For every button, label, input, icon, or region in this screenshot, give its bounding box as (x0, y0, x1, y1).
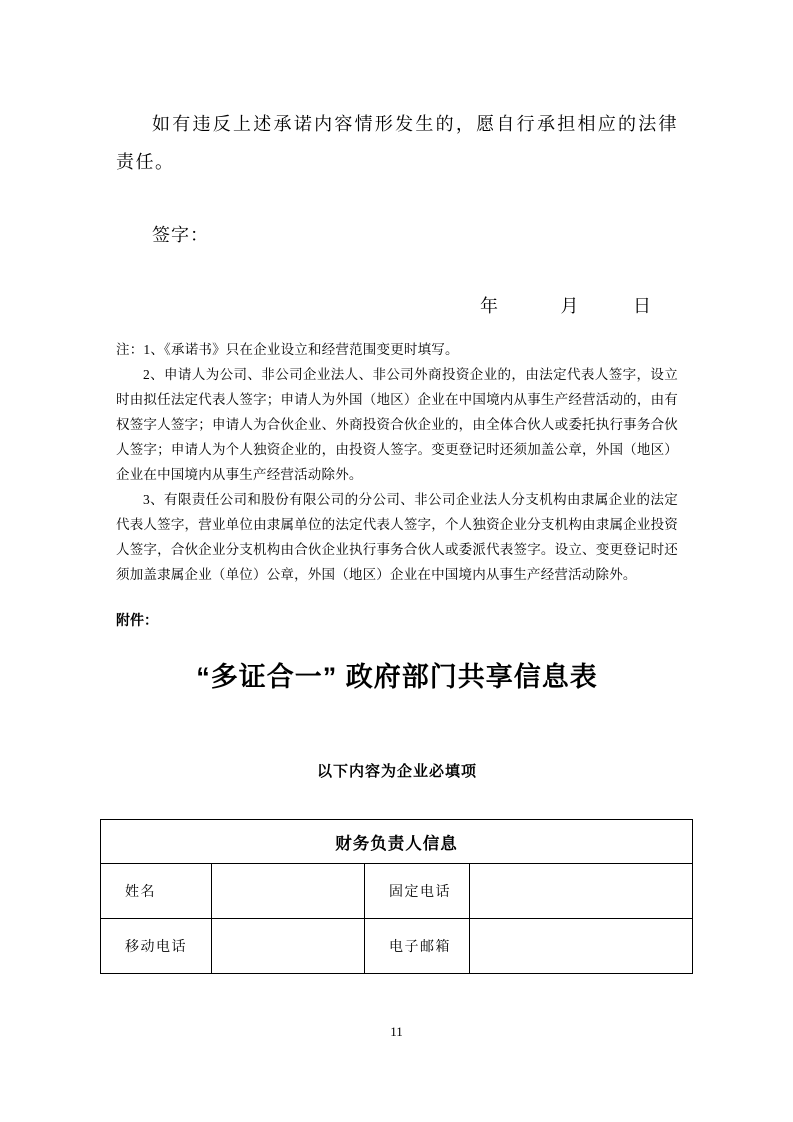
email-value-cell (470, 919, 693, 974)
liability-paragraph: 如有违反上述承诺内容情形发生的，愿自行承担相应的法律责任。 (116, 114, 678, 172)
note-3: 3、有限责任公司和股份有限公司的分公司、非公司企业法人分支机构由隶属企业的法定代表人签字，营业单位由隶属单位的法定代表人签字，个人独资企业分支机构由隶属企业投资人签字，合伙企业分支机构由合伙企业执行事务合伙人或委派代表签字。设立、变更登记时还须加盖隶属企业（单位）公章，外国（地区）企业在中国境内从事生产经营活动除外。 (116, 492, 678, 582)
date-month-label: 月 (560, 296, 579, 317)
name-value-cell (212, 864, 365, 919)
mobile-phone-label-cell: 移动电话 (101, 919, 212, 974)
page-content (116, 0, 678, 974)
email-label-cell: 电子邮箱 (365, 919, 470, 974)
note-2: 2、申请人为公司、非公司企业法人、非公司外商投资企业的，由法定代表人签字，设立时由拟任法定代表人签字；申请人为外国（地区）企业在中国境内从事生产经营活动的，由有权签字人签字；申请人为合伙企业、外商投资合伙企业的，由全体合伙人或委托执行事务合伙人签字；申请人为个人独资企业的，由投资人签字。变更登记时还须加盖公章，外国（地区）企业在中国境内从事生产经营活动除外。 (116, 367, 678, 483)
mobile-phone-value-cell (212, 919, 365, 974)
attachment-title: “多证合一” 政府部门共享信息表 (196, 661, 598, 692)
finance-contact-table (100, 819, 693, 974)
attachment-label: 附件： (116, 611, 158, 628)
fixed-phone-value-cell (470, 864, 693, 919)
date-day-label: 日 (633, 296, 651, 317)
table-row (101, 864, 693, 919)
signature-label: 签字： (152, 224, 209, 245)
note-1: 注：1、《承诺书》只在企业设立和经营范围变更时填写。 (116, 342, 459, 358)
notes-section (116, 338, 678, 588)
page-number: 11 (390, 1024, 403, 1039)
table-title: 财务负责人信息 (101, 820, 693, 864)
required-note: 以下内容为企业必填项 (316, 762, 477, 780)
table-header-row (101, 820, 693, 864)
date-line (116, 288, 678, 326)
date-year-label: 年 (480, 296, 498, 317)
name-label-cell: 姓名 (101, 864, 212, 919)
table-row (101, 919, 693, 974)
fixed-phone-label-cell: 固定电话 (365, 864, 470, 919)
